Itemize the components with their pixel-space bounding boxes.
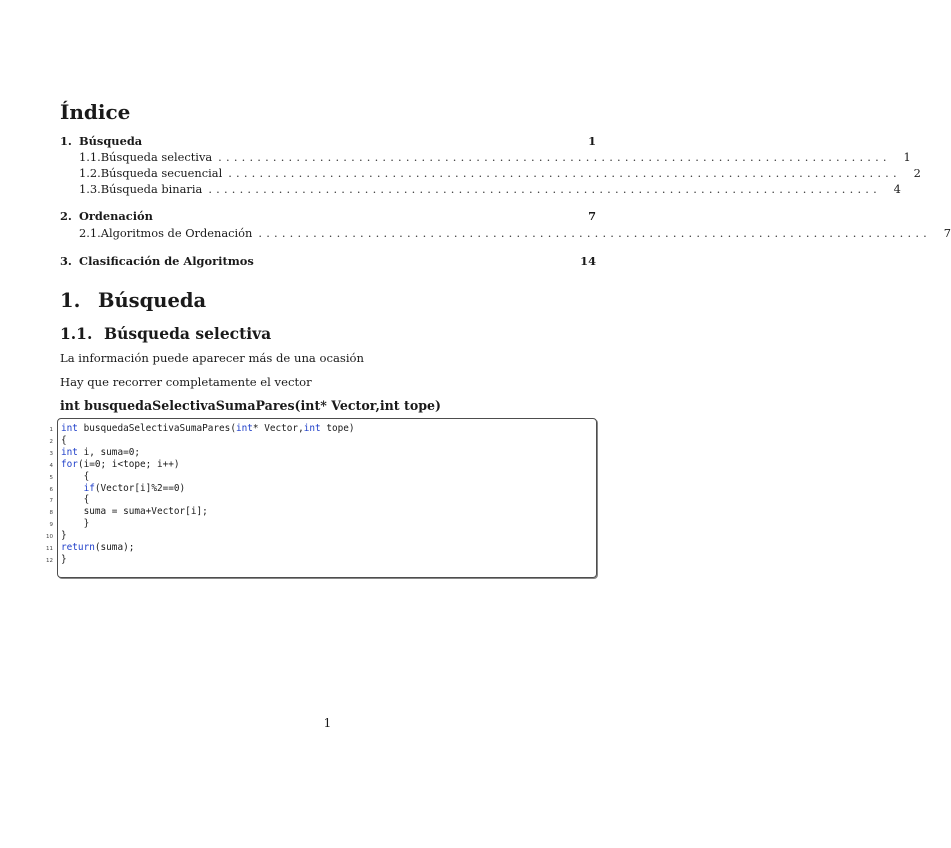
code-line-text: } <box>61 518 90 530</box>
subsection-title: Búsqueda selectiva <box>104 324 272 343</box>
code-line-text: { <box>61 494 90 506</box>
code-line-number: 10 <box>46 534 53 541</box>
code-keyword: int <box>61 446 78 458</box>
toc-leader-dots: ...................................................................................... <box>258 226 931 240</box>
code-keyword: int <box>61 423 78 434</box>
code-line-text: int busquedaSelectivaSumaPares(int* Vector,int tope) <box>61 423 355 434</box>
code-keyword: for <box>61 458 78 470</box>
toc-entry-page: 7 <box>588 209 596 223</box>
toc-entry-busqueda-binaria[interactable] <box>79 182 901 198</box>
code-line-number: 4 <box>49 462 53 469</box>
toc-entry-title: Algoritmos de Ordenación <box>100 226 253 240</box>
code-line-text: return(suma); <box>61 542 135 553</box>
toc-entry-ordenacion[interactable] <box>60 209 596 225</box>
toc-entry-title: Búsqueda secuencial <box>100 166 223 180</box>
toc-entry-page: 4 <box>893 182 901 196</box>
code-line-number: 11 <box>46 546 53 552</box>
toc-title: Índice <box>60 100 131 124</box>
code-keyword: return <box>61 542 95 553</box>
code-line-number: 7 <box>49 498 53 505</box>
code-line-number: 5 <box>49 474 53 481</box>
toc-entry-number: 2. <box>60 209 72 223</box>
code-line-text: { <box>61 434 67 446</box>
subsection-heading <box>60 324 271 343</box>
code-line-number: 1 <box>49 427 53 433</box>
toc-leader-dots: ...................................................................................... <box>218 150 891 164</box>
toc-leader-dots: ...................................................................................... <box>208 182 881 196</box>
code-line-number: 9 <box>49 522 53 529</box>
toc-entry-number: 1.1. <box>79 150 101 164</box>
toc-entry-page: 1 <box>588 134 596 148</box>
code-line-number: 12 <box>46 557 53 564</box>
paragraph: Hay que recorrer completamente el vector <box>60 375 312 389</box>
function-signature: int busquedaSelectivaSumaPares(int* Vector,int tope) <box>60 398 441 413</box>
toc-entry-title: Búsqueda <box>79 134 143 148</box>
toc-entry-title: Búsqueda selectiva <box>100 150 213 164</box>
code-line-number: 6 <box>49 486 53 493</box>
code-keyword: int <box>303 423 321 434</box>
toc-entry-number: 1.3. <box>79 182 101 196</box>
section-heading <box>60 289 206 312</box>
toc-entry-busqueda-secuencial[interactable] <box>79 166 921 182</box>
toc-entry-title: Búsqueda binaria <box>100 182 203 196</box>
code-keyword: if <box>83 482 95 494</box>
toc-entry-clasificacion[interactable] <box>60 254 596 270</box>
code-listing-box <box>57 418 597 578</box>
page-number: 1 <box>323 716 332 730</box>
toc-leader-dots: ...................................................................................... <box>228 166 901 180</box>
toc-entry-title: Clasificación de Algoritmos <box>79 254 254 268</box>
toc-entry-page: 7 <box>943 226 951 240</box>
toc-entry-page: 14 <box>580 254 596 268</box>
toc-entry-number: 1.2. <box>79 166 101 180</box>
code-line-text: } <box>61 530 67 542</box>
code-line-text: if(Vector[i]%2==0) <box>83 482 186 494</box>
toc-entry-title: Ordenación <box>79 209 153 223</box>
code-line-text: } <box>61 553 67 565</box>
toc-entry-busqueda-selectiva[interactable] <box>79 150 911 166</box>
section-title: Búsqueda <box>98 289 207 312</box>
toc-entry-busqueda[interactable] <box>60 134 596 150</box>
code-line-text: { <box>61 470 90 482</box>
toc-entry-page: 1 <box>903 150 911 164</box>
toc-entry-number: 2.1. <box>79 226 101 240</box>
toc-entry-algoritmos-ordenacion[interactable] <box>79 226 951 242</box>
code-line-number: 8 <box>49 510 53 517</box>
toc-entry-page: 2 <box>913 166 921 180</box>
code-keyword: int <box>235 423 253 434</box>
toc-entry-number: 1. <box>60 134 72 148</box>
code-line-number: 2 <box>49 438 53 445</box>
subsection-number: 1.1. <box>60 324 93 343</box>
paragraph: La información puede aparecer más de una ocasión <box>60 351 365 365</box>
code-line-text: int i, suma=0; <box>61 446 141 458</box>
toc-entry-number: 3. <box>60 254 72 268</box>
code-line-text: suma = suma+Vector[i]; <box>61 506 208 518</box>
code-line-number: 3 <box>49 450 53 457</box>
section-number: 1. <box>60 289 81 312</box>
code-line-text: for(i=0; i<tope; i++) <box>61 458 180 470</box>
